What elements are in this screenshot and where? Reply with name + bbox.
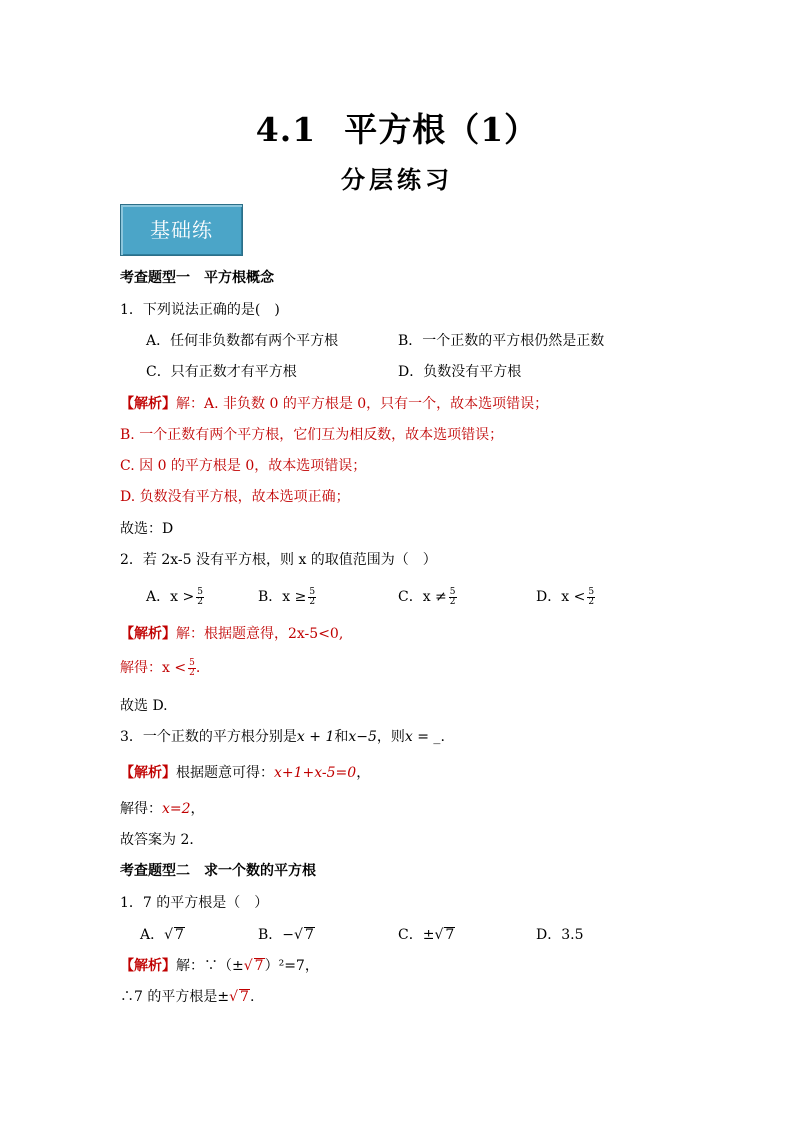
q1-option-b: B．一个正数的平方根仍然是正数 (398, 333, 605, 349)
fraction-denominator: 2 (449, 596, 456, 607)
q3-stem-pre: 3．一个正数的平方根分别是 (120, 729, 297, 745)
q1-stem: 1．下列说法正确的是( ) (120, 302, 280, 318)
q1-option-a: A．任何非负数都有两个平方根 (146, 333, 339, 349)
q1-solution-line-2: B. 一个正数有两个平方根，它们互为相反数，故本选项错误； (120, 427, 504, 443)
fraction-denominator: 2 (309, 596, 316, 607)
page-subtitle: 分层练习 (341, 165, 453, 194)
fraction (196, 588, 204, 607)
radicand: 7 (304, 927, 314, 943)
solution-tag: 【解析】 (120, 765, 176, 781)
q2-solution-inequality: x < (162, 660, 187, 676)
q1-solution-line-1 (120, 394, 548, 414)
q3-solved-expr: x=2 (162, 801, 191, 817)
radicand: 7 (254, 958, 264, 974)
q4-option-c-label: C．± (398, 927, 435, 943)
q2-solution-line-2 (120, 658, 200, 678)
title-number: 4.1 (255, 110, 317, 149)
fraction-numerator: 5 (449, 586, 456, 597)
q4-stem: 1．7 的平方根是（ ） (120, 895, 269, 911)
q3-stem (120, 727, 445, 747)
square-root: √ 7 (294, 927, 314, 943)
fraction-numerator: 5 (189, 657, 195, 668)
fraction (587, 588, 595, 607)
page-title (0, 104, 794, 151)
q3-solution-expr: x+1+x-5=0 (274, 765, 357, 781)
q2-option-a (146, 587, 204, 607)
q3-stem-mid: 和 (334, 729, 349, 745)
q4-option-b (258, 925, 315, 945)
q4-option-c (398, 925, 455, 945)
solution-tag: 【解析】 (120, 396, 176, 412)
q2-solution-end: . (195, 660, 201, 676)
fraction-denominator: 2 (197, 596, 203, 607)
q4-solution-pre: 解：∵（± (176, 958, 244, 974)
square-root: √ 7 (434, 927, 455, 943)
q3-solution-line-2 (120, 799, 205, 819)
title-text: 平方根（1） (344, 110, 539, 149)
q3-solution-line-1 (120, 763, 370, 783)
q4-option-d: D．3.5 (536, 927, 584, 943)
fraction-denominator: 2 (588, 596, 595, 607)
q3-solution-pre: 根据题意可得： (176, 765, 274, 781)
q2-option-b-label: B．x ≥ (258, 589, 307, 605)
q1-option-c: C．只有正数才有平方根 (146, 364, 297, 380)
fraction-denominator: 2 (189, 667, 195, 678)
q4-conclusion-post: . (249, 989, 255, 1005)
q3-stem-post: ，则 (376, 729, 405, 745)
fraction (308, 588, 316, 607)
q1-solution-line-3: C. 因 0 的平方根是 0，故本选项错误； (120, 458, 367, 474)
q3-expr-2: x−5 (348, 729, 377, 745)
fraction-numerator: 5 (309, 586, 316, 597)
radicand: 7 (445, 927, 455, 943)
solution-tag: 【解析】 (120, 626, 176, 642)
q4-option-b-label: B．− (258, 927, 295, 943)
section-heading-1: 考查题型一 平方根概念 (120, 270, 274, 286)
q4-solution-line-1 (120, 956, 319, 976)
q3-stem-end: . (440, 729, 445, 745)
q1-solution-line-4: D. 负数没有平方根，故本选项正确； (120, 489, 350, 505)
fraction (188, 659, 196, 678)
q4-solution-post: ）²=7， (264, 958, 319, 974)
square-root: √ 7 (243, 958, 264, 974)
square-root: √ 7 (164, 927, 184, 943)
q1-answer: 故选：D (120, 521, 174, 537)
q2-solution-line-1 (120, 624, 343, 644)
q2-option-d (536, 587, 595, 607)
radicand: 7 (240, 989, 249, 1005)
section-heading-2: 考查题型二 求一个数的平方根 (120, 863, 316, 879)
q4-option-a-label: A． (140, 927, 165, 943)
q2-solution-prefix: 解得： (120, 660, 162, 676)
fraction (449, 588, 457, 607)
square-root: √ 7 (229, 989, 249, 1005)
q3-solution-end: ， (356, 765, 371, 781)
fraction-numerator: 5 (197, 586, 203, 597)
q2-option-b (258, 587, 316, 607)
level-badge: 基础练 (120, 204, 243, 256)
solution-tag: 【解析】 (120, 958, 176, 974)
q3-expr-1: x + 1 (296, 729, 335, 745)
q3-solved-end: ， (190, 801, 205, 817)
q1-option-d: D．负数没有平方根 (398, 364, 522, 380)
fraction-numerator: 5 (588, 586, 595, 597)
q4-solution-line-2 (120, 987, 254, 1007)
q2-solution-text-1: 解：根据题意得，2x-5<0, (176, 626, 344, 642)
q3-solved-pre: 解得： (120, 801, 162, 817)
q1-solution-text-1: 解：A. 非负数 0 的平方根是 0，只有一个，故本选项错误； (176, 396, 549, 412)
q2-option-c-label: C．x ≠ (398, 589, 447, 605)
q4-conclusion-pre: ∴7 的平方根是± (120, 989, 230, 1005)
q2-stem: 2．若 2x-5 没有平方根，则 x 的取值范围为（ ） (120, 552, 437, 568)
q4-option-a (140, 925, 185, 945)
q3-expr-3: x = _ (404, 729, 441, 745)
q3-answer: 故答案为 2． (120, 832, 204, 848)
radicand: 7 (175, 927, 184, 943)
q2-option-d-label: D．x < (536, 589, 586, 605)
q2-option-c (398, 587, 457, 607)
q2-answer: 故选 D. (120, 698, 168, 714)
q2-option-a-label: A．x > (146, 589, 195, 605)
